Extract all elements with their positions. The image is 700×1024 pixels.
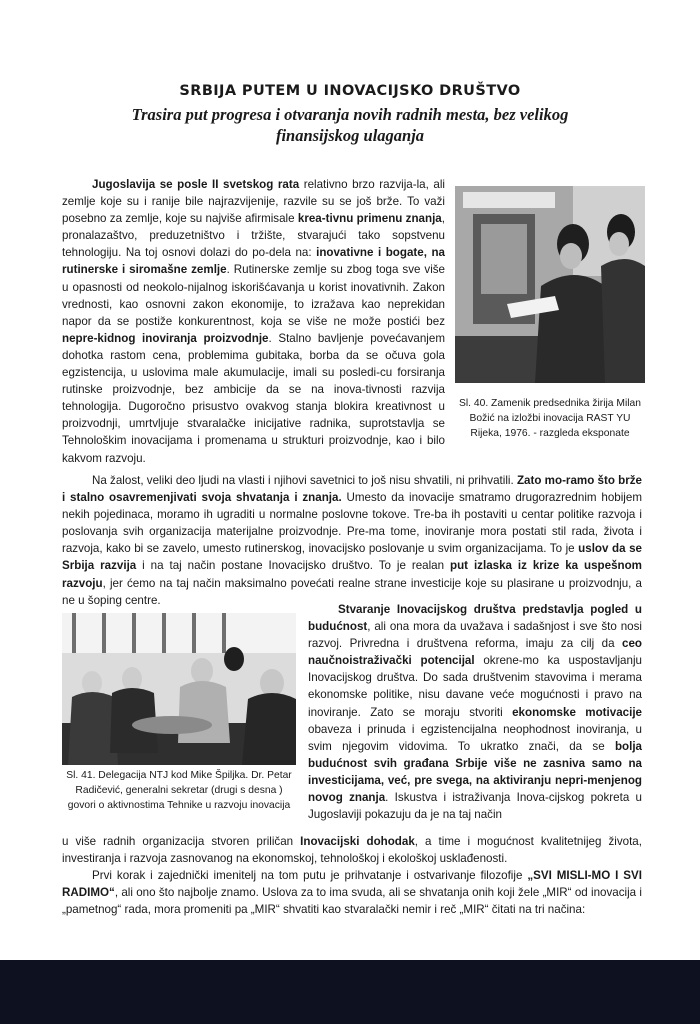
photo-exhibition-caption: Sl. 40. Zamenik predsednika žirija Milan Božić na izložbi inovacija RAST YU Rijeka, 1976. - razgleda eksponate xyxy=(459,398,641,440)
paragraph-5: Prvi korak i zajednički imenitelj na tom putu je prihvatanje i ostvarivanje filozofije „SVI MISLI-MO I SVI RADIMO“, ali ono što najbolje znamo. Uslova za to ima svuda, ali se shvatanja onih koji žele „MIR“ od inovacija i „pametnog“ rada, mora promeniti pa „MIR“ shvatiti kao stvaralački nemir i reč „MIR“ čitati na tri načina: xyxy=(62,869,642,917)
photo-delegation-caption: Sl. 41. Delegacija NTJ kod Mike Špiljka. Dr. Petar Radičević, generalni sekretar (drugi s desna ) govori o aktivnostima Tehnike u razvoju inovacija xyxy=(66,770,292,812)
page-subtitle: Trasira put progresa i otvaranja novih radnih mesta, bez velikog finansijskog ulaganja xyxy=(131,105,569,145)
paragraph-3: Stvaranje Inovacijskog društva predstavlja pogled u budućnost, ali ona mora da uvažava i sadašnjost i sve što nosi razvoj. Privredna i društvena reforma, imaju za cilj da ceo naučnoistraživački potencijal okrene-mo ka uspostavljanju Inovacijskog društva. Do sada društvenim stavovima i merama ekonomske politike, nisu davane veće mogućnosti i pravo na inoviranje. Zato se moraju stvoriti ekonomske motivacije obaveza i prinuda i egzistencijalna neophodnost inoviranja, u svim njegovim vidovima. To ukratko znači, da se bolja budućnost svih građana Srbije više ne zasniva samo na investicijama, već, pre svega, na aktiviranju nepri-menjenog novog znanja. Iskustva i istraživanja Inova-cijskog pokreta u Jugoslaviji pokazuju da je na taj način xyxy=(308,603,643,822)
paragraph-4: u više radnih organizacija stvoren priličan Inovacijski dohodak, a time i mogućnost kvalitetnijeg života, investiranja i razvoja zasnovanog na ekonomskoj, tehnološkoj i ekološkoj usklađenosti. xyxy=(62,835,642,866)
photo-delegation xyxy=(62,613,296,765)
page-footer-band xyxy=(0,960,700,1024)
photo-delegation-art xyxy=(62,613,296,765)
paragraph-2: Na žalost, veliki deo ljudi na vlasti i njihovi savetnici to još nisu shvatili, ni prihvatili. Zato mo-ramo što brže i stalno osavremenjivati svoja shvatanja i znanja. Umesto da inovacije smatramo drugorazrednim hobijem nekih pojedinaca, moramo ih ugraditi u normalne poslovne tokove. Tre-ba ih postaviti u centar politike razvoja i poslovanja svih organizacija materijalne proizvodnje. Pre-ma tome, inoviranje mora postati stil rada, života i razvoja, kako bi se zavelo, umesto rutinerskog, inovacijsko poslovanje u svim organizacijama. To je uslov da se Srbija razvija i na taj način postane Inovacijsko društvo. To je realan put izlaska iz krize ka uspešnom razvoju, jer ćemo na taj način maksimalno povećati realne strane investicije koje su plasirane u proizvodnju, a ne u šoping centre. xyxy=(62,474,642,607)
paragraph-1: Jugoslavija se posle II svetskog rata relativno brzo razvija-la, ali zemlje koje su i ranije bile najrazvijenije, razvile su se još brže. To važi posebno za zemlje, koje su najviše afirmisale krea-tivnu primenu znanja, pronalazaštvo, preduzetništvo i tržište, stvarajući tako sopstvenu tehnologiju. Na toj osnovi dolazi do po-dela na: inovativne i bogate, na rutinerske i siromašne zemlje. Rutinerske zemlje su zbog toga sve više u opasnosti od neokolo-nijalnog iskorišćavanja u korist inovativnih. Zakon vrednosti, kao osnovni zakon ekonomije, to izražava kao neprekidan napor da se postiže konkurentnost, koja se više ne može postići bez nepre-kidnog inoviranja proizvodnje. Stalno bavljenje povećavanjem dohotka rastom cena, problemima gubitaka, borba da se očuva gola egzistencija, u uslovima male akumulacije, imali su posledi-cu forsiranja rutinske proizvodnje, bez ambicije da se na inova-tivnosti razvija tehnologija. Dugoročno prisustvo ovakvog stanja blokira kreativnost u proizvodnji, umrtvljuje stvaralačke inicijative radnika, suprotstavlja se Tehnološkim inovacijama i promenama u strukturi proizvodnje, kao i bilo kakvom razvoju. xyxy=(62,178,446,465)
photo-exhibition-art xyxy=(455,186,645,383)
page-title: SRBIJA PUTEM U INOVACIJSKO DRUŠTVO xyxy=(179,83,521,99)
photo-exhibition xyxy=(455,186,645,383)
